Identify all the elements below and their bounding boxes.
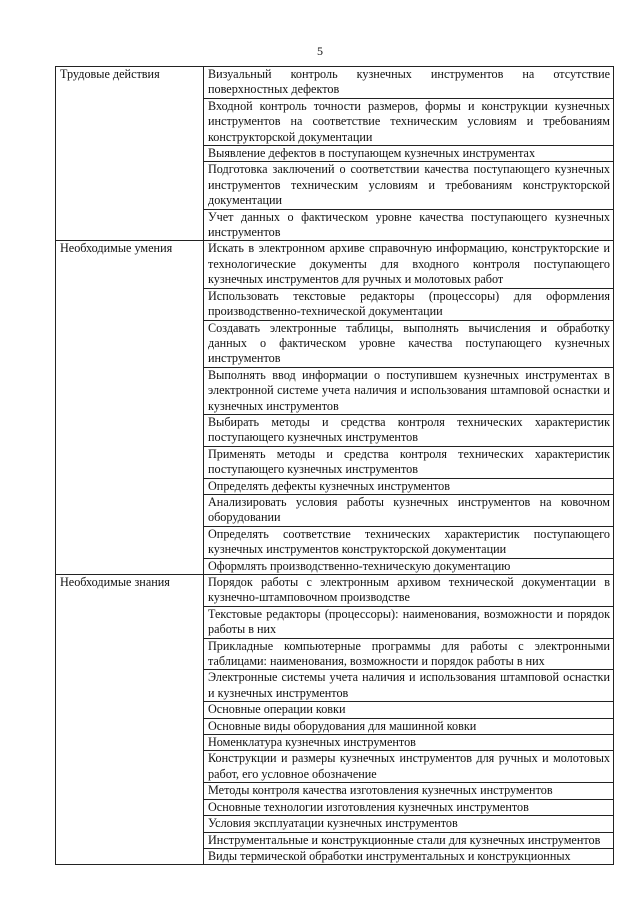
requirements-table-body (56, 67, 614, 865)
requirement-item: Выявление дефектов в поступающем кузнечных инструментах (204, 146, 614, 162)
requirement-item: Текстовые редакторы (процессоры): наименования, возможности и порядок работы в них (204, 606, 614, 638)
requirement-item: Подготовка заключений о соответствии качества поступающего кузнечных инструментов техническим условиям и требованиям конструкторской документации (204, 162, 614, 209)
requirement-item: Определять дефекты кузнечных инструментов (204, 478, 614, 494)
requirement-item: Выбирать методы и средства контроля технических характеристик поступающего кузнечных инструментов (204, 414, 614, 446)
requirement-item: Создавать электронные таблицы, выполнять вычисления и обработку данных о фактическом уровне качества поступающего кузнечных инструментов (204, 320, 614, 367)
requirements-table (55, 66, 614, 865)
section-label: Трудовые действия (56, 67, 204, 241)
requirement-item: Определять соответствие технических характеристик поступающего кузнечных инструментов конструкторской документации (204, 526, 614, 558)
section-label: Необходимые знания (56, 575, 204, 865)
requirement-item: Номенклатура кузнечных инструментов (204, 735, 614, 751)
section-label: Необходимые умения (56, 241, 204, 575)
requirement-item: Конструкции и размеры кузнечных инструментов для ручных и молотовых работ, его условное обозначение (204, 751, 614, 783)
requirement-item: Применять методы и средства контроля технических характеристик поступающего кузнечных инструментов (204, 446, 614, 478)
requirement-item: Прикладные компьютерные программы для работы с электронными таблицами: наименования, возможности и порядок работы в них (204, 638, 614, 670)
requirement-item: Искать в электронном архиве справочную информацию, конструкторские и технологические документы для входного контроля поступающего кузнечных инструментов для ручных и молотовых работ (204, 241, 614, 288)
requirement-item: Основные виды оборудования для машинной ковки (204, 718, 614, 734)
requirement-item: Условия эксплуатации кузнечных инструментов (204, 816, 614, 832)
requirement-item: Инструментальные и конструкционные стали для кузнечных инструментов (204, 832, 614, 848)
requirement-item: Виды термической обработки инструментальных и конструкционных (204, 848, 614, 864)
requirement-item: Основные технологии изготовления кузнечных инструментов (204, 799, 614, 815)
requirement-item: Анализировать условия работы кузнечных инструментов на ковочном оборудовании (204, 494, 614, 526)
requirement-item: Методы контроля качества изготовления кузнечных инструментов (204, 783, 614, 799)
requirement-item: Оформлять производственно-техническую документацию (204, 558, 614, 574)
table-row (56, 575, 614, 607)
requirement-item: Использовать текстовые редакторы (процессоры) для оформления производственно-технической документации (204, 288, 614, 320)
requirement-item: Входной контроль точности размеров, формы и конструкции кузнечных инструментов на соответствие техническим условиям и требованиям конструкторской документации (204, 98, 614, 145)
requirement-item: Порядок работы с электронным архивом технической документации в кузнечно-штамповочном производстве (204, 575, 614, 607)
requirement-item: Выполнять ввод информации о поступившем кузнечных инструментах в электронной системе учета наличия и использования штамповой оснастки и кузнечных инструментов (204, 367, 614, 414)
page-number: 5 (317, 44, 323, 58)
table-row (56, 241, 614, 288)
table-row (56, 67, 614, 99)
requirement-item: Электронные системы учета наличия и использования штамповой оснастки и кузнечных инструментов (204, 670, 614, 702)
requirement-item: Основные операции ковки (204, 702, 614, 718)
requirement-item: Визуальный контроль кузнечных инструментов на отсутствие поверхностных дефектов (204, 67, 614, 99)
requirement-item: Учет данных о фактическом уровне качества поступающего кузнечных инструментов (204, 209, 614, 241)
